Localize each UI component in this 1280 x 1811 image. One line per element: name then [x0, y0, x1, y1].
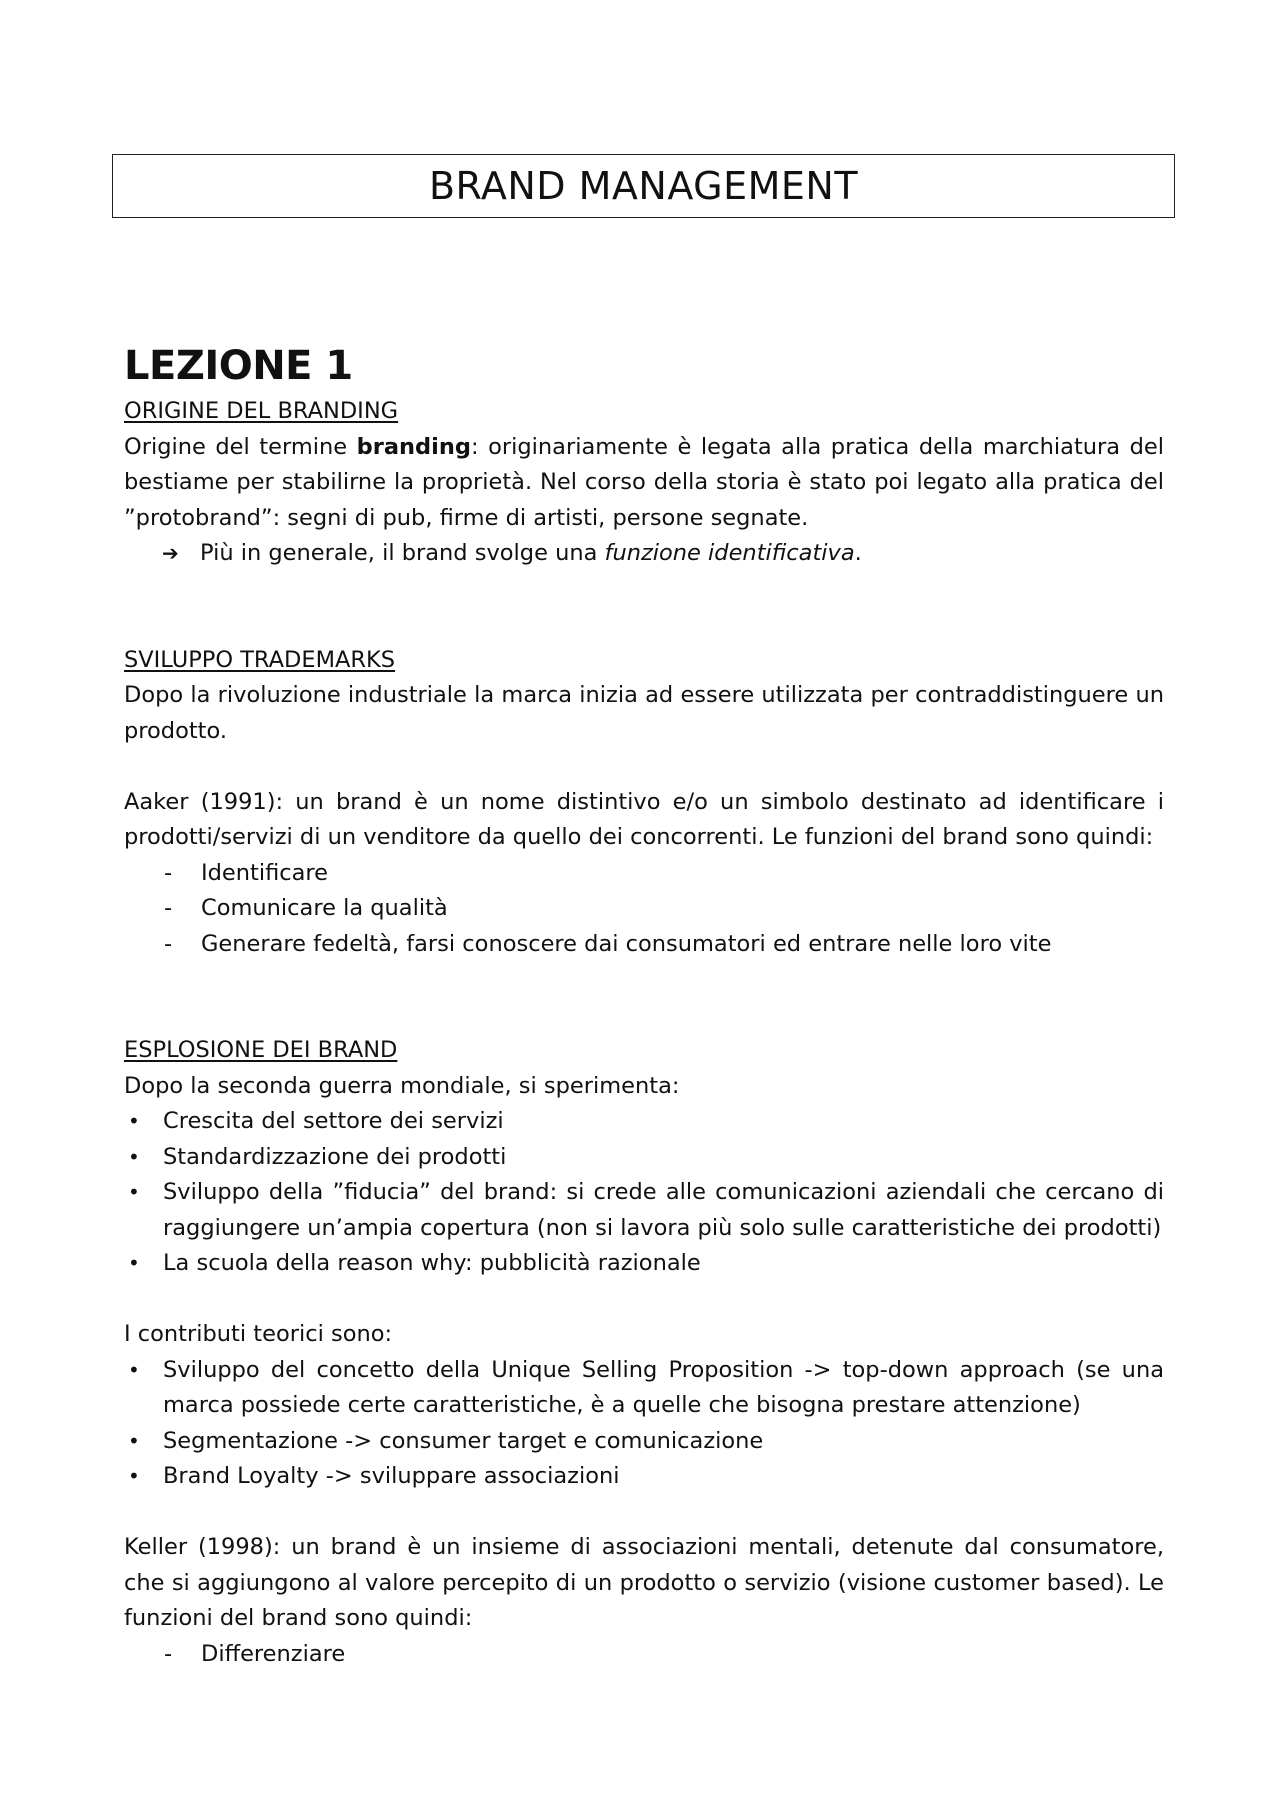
bullet-mark: • — [128, 1428, 140, 1453]
spacer — [124, 962, 1164, 1033]
list-contributi — [124, 1353, 1164, 1495]
list-item — [124, 891, 1164, 927]
list-item-text: Generare fedeltà, farsi conoscere dai consumatori ed entrare nelle loro vite — [201, 930, 1052, 957]
list-aaker-functions — [124, 856, 1164, 963]
list-item-text: Crescita del settore dei servizi — [163, 1108, 504, 1134]
section-heading-origine: ORIGINE DEL BRANDING — [124, 398, 399, 424]
list-item — [124, 927, 1164, 963]
section-heading-trademarks: SVILUPPO TRADEMARKS — [124, 646, 396, 673]
arrow-note-italic: funzione identificativa — [604, 540, 855, 566]
paragraph-keller: Keller (1998): un brand è un insieme di associazioni mentali, detenute dal consumatore, che si aggiungono al valore percepito di un prodotto o servizio (visione customer based). Le funzioni del brand sono quindi: — [124, 1534, 1164, 1631]
bullet-mark: • — [128, 1144, 140, 1169]
arrow-note-text — [200, 536, 862, 572]
paragraph-origine — [124, 430, 1164, 537]
list-item-text: La scuola della reason why: pubblicità razionale — [163, 1250, 701, 1276]
list-item — [124, 1175, 1164, 1246]
dash-mark: - — [164, 859, 173, 886]
paragraph-origine-rest: : originariamente è legata alla pratica della marchiatura del bestiame per stabilirne la proprietà. Nel corso della storia è stato poi legato alla pratica del ”protobrand”: segni di pub, firme di artisti, persone segnate. — [124, 433, 1164, 531]
arrow-note-start: Più in generale, il brand svolge una — [200, 540, 605, 566]
spacer — [124, 749, 1164, 785]
list-item-text: Sviluppo della ”fiducia” del brand: si crede alle comunicazioni aziendali che cercano di raggiungere un’ampia copertura (non si lavora più solo sulle caratteristiche dei prodotti) — [163, 1179, 1164, 1241]
list-keller-functions — [124, 1637, 1164, 1673]
paragraph-origine-start: Origine del termine — [124, 433, 357, 460]
document-body — [124, 340, 1164, 1672]
dash-mark: - — [164, 930, 173, 957]
list-item — [124, 1140, 1164, 1176]
list-item — [124, 1459, 1164, 1495]
list-item-text: Segmentazione -> consumer target e comunicazione — [163, 1427, 764, 1454]
dash-mark: - — [164, 895, 173, 921]
document-title: BRAND MANAGEMENT — [112, 154, 1175, 218]
dash-mark: - — [164, 1640, 173, 1667]
list-item — [124, 1104, 1164, 1140]
arrow-note — [124, 536, 1164, 572]
spacer — [124, 1495, 1164, 1531]
arrow-right-icon: ➔ — [162, 541, 179, 565]
bullet-mark: • — [128, 1357, 140, 1382]
list-item-text: Identificare — [201, 859, 329, 886]
list-item-text: Comunicare la qualità — [201, 895, 448, 921]
paragraph-esplosione-intro: Dopo la seconda guerra mondiale, si sperimenta: — [124, 1072, 680, 1099]
arrow-note-end: . — [854, 540, 862, 566]
list-item-text: Standardizzazione dei prodotti — [163, 1143, 507, 1170]
bullet-mark: • — [128, 1180, 140, 1204]
bullet-mark: • — [128, 1464, 140, 1488]
paragraph-aaker: Aaker (1991): un brand è un nome distintivo e/o un simbolo destinato ad identificare i prodotti/servizi di un venditore da quello dei concorrenti. Le funzioni del brand sono quindi: — [124, 788, 1164, 850]
list-item — [124, 1637, 1164, 1673]
lesson-heading: LEZIONE 1 — [124, 343, 353, 389]
section-heading-esplosione: ESPLOSIONE DEI BRAND — [124, 1037, 398, 1063]
list-item-text: Brand Loyalty -> sviluppare associazioni — [163, 1463, 620, 1489]
list-item — [124, 1353, 1164, 1424]
paragraph-trademarks: Dopo la rivoluzione industriale la marca inizia ad essere utilizzata per contraddistinguere un prodotto. — [124, 682, 1164, 744]
bullet-mark: • — [128, 1109, 140, 1133]
paragraph-contributi-intro: I contributi teorici sono: — [124, 1321, 393, 1347]
list-item — [124, 856, 1164, 892]
spacer — [124, 1282, 1164, 1318]
list-item-text: Differenziare — [201, 1640, 346, 1667]
bullet-mark: • — [128, 1251, 140, 1275]
spacer — [124, 572, 1164, 643]
list-item — [124, 1246, 1164, 1282]
list-item — [124, 1424, 1164, 1460]
term-branding: branding — [356, 433, 471, 460]
list-item-text: Sviluppo del concetto della Unique Selling Proposition -> top-down approach (se una marca possiede certe caratteristiche, è a quelle che bisogna prestare attenzione) — [163, 1356, 1164, 1418]
list-esplosione — [124, 1104, 1164, 1282]
